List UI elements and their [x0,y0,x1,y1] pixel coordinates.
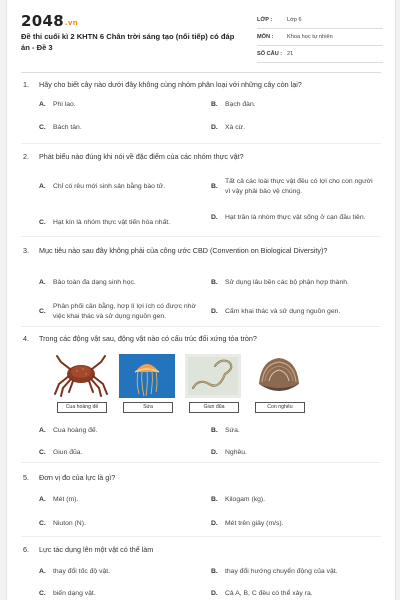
crab-photo [53,354,109,398]
option-letter: D. [211,214,218,221]
option-letter: A. [39,101,46,108]
option-a[interactable] [39,495,203,505]
option-letter: C. [39,520,46,527]
option-text: Mét trên giây (m/s). [225,520,284,527]
option-text: Hạt kín là nhóm thực vật tiến hóa nhất. [53,219,171,226]
roundworm-photo [185,354,241,398]
question-divider [21,326,381,327]
question-prompt: Đơn vị đo của lực là gì? [39,473,116,482]
option-letter: C. [39,307,46,315]
option-text: Cả A, B, C đều có thể xảy ra. [225,590,313,597]
question-divider [21,236,381,237]
option-a[interactable] [39,426,203,436]
option-letter: A. [39,427,46,434]
exam-page [6,0,396,600]
option-text: Chỉ có rêu mới sinh sản bằng bào tử. [53,183,166,190]
option-letter: D. [211,590,218,597]
option-c[interactable] [39,448,203,458]
meta-key: MÔN : [257,34,274,40]
option-text: Giun đũa. [53,449,83,456]
option-text: Phân phối cân bằng, hợp lí lợi ích có được nhờ việc khai thác và sử dụng nguồn gen. [53,303,196,320]
option-c[interactable] [39,123,203,133]
meta-row-class [257,12,383,29]
option-letter: A. [39,496,46,503]
option-letter: D. [211,520,218,527]
option-d[interactable] [211,123,375,133]
option-text: Tất cả các loài thực vật đều có lợi cho con người vì vậy phải bảo vệ chúng. [225,178,373,195]
option-text: Sử dụng lâu bền các bộ phận hợp thành. [225,279,349,286]
option-letter: C. [39,449,46,456]
option-letter: B. [211,496,218,503]
option-letter: A. [39,279,46,286]
question-5 [23,473,381,527]
option-text: thay đổi hướng chuyển động của vật. [225,568,338,575]
option-b[interactable] [211,495,375,505]
clam-photo [251,354,307,398]
option-letter: A. [39,183,46,190]
question-1 [23,80,381,131]
option-text: Mét (m). [53,496,79,503]
option-d[interactable] [211,213,375,223]
option-text: Nghêu. [225,449,247,456]
question-prompt: Lực tác dụng lên một vật có thể làm [39,545,154,554]
question-text [23,334,381,344]
question-text [23,80,381,90]
option-text: Bạch đàn. [225,101,256,108]
header-divider [21,72,381,73]
meta-key: SỐ CÂU : [257,51,283,57]
option-text: biến dạng vật. [53,590,96,597]
option-letter: B. [211,101,218,108]
question-number: 5. [23,473,29,482]
option-letter: B. [211,427,218,434]
meta-value: Lớp 6 [287,17,302,23]
option-letter: A. [39,568,46,575]
meta-value: 21 [287,51,294,57]
option-letter: D. [211,449,218,456]
question-divider [21,536,381,537]
question-divider [21,462,381,463]
question-images [53,354,313,420]
option-text: Hạt trần là nhóm thực vật sống ở cạn đầu tiên. [225,214,366,221]
question-number: 1. [23,80,29,89]
option-text: Xà cừ. [225,124,246,131]
option-a[interactable] [39,100,203,110]
option-letter: B. [211,568,218,575]
option-b[interactable] [211,100,375,110]
option-b[interactable] [211,278,375,288]
question-2 [23,152,381,226]
option-c[interactable] [39,302,203,321]
question-prompt: Phát biểu nào đúng khi nói về đặc điểm của các nhóm thực vật? [39,152,244,161]
option-d[interactable] [211,519,375,529]
logo-tld: .vn [64,19,79,27]
option-b[interactable] [211,426,375,436]
meta-value: Khoa học tự nhiên [287,34,333,40]
question-number: 6. [23,545,29,554]
question-prompt: Mục tiêu nào sau đây không phải của công ước CBD (Convention on Biological Diversity)? [39,246,328,255]
exam-meta [257,12,383,63]
question-prompt: Trong các động vật sau, động vật nào có cấu trúc đối xứng tỏa tròn? [39,334,257,343]
option-d[interactable] [211,307,375,317]
question-divider [21,143,381,144]
option-b[interactable] [211,567,375,577]
exam-title: Đề thi cuối kì 2 KHTN 6 Chân trời sáng tạo (nối tiếp) có đáp án - Đề 3 [21,32,235,52]
question-number: 2. [23,152,29,161]
question-4 [23,334,381,456]
option-text: Cấm khai thác và sử dụng nguồn gen. [225,308,341,315]
site-logo[interactable] [21,12,78,30]
meta-row-subject [257,29,383,46]
option-letter: B. [211,279,218,286]
option-text: Bách tán. [53,124,82,131]
option-c[interactable] [39,218,203,228]
question-prompt: Hãy cho biết cây nào dưới đây không cùng nhóm phân loại với những cây còn lại? [39,80,302,89]
option-text: Cua hoàng đế. [53,427,98,434]
option-b[interactable] [211,177,375,196]
option-a[interactable] [39,278,203,288]
image-caption: Giun đũa [189,402,239,413]
jellyfish-photo [119,354,175,398]
option-a[interactable] [39,182,203,192]
logo-brand: 2048 [21,12,64,30]
image-caption: Sứa [123,402,173,413]
option-text: Bảo toàn đa dạng sinh học. [53,279,136,286]
question-number: 3. [23,246,29,255]
option-d[interactable] [211,589,375,599]
image-caption: Cua hoàng đế [57,402,107,413]
option-text: Sứa. [225,427,240,434]
option-c[interactable] [39,589,203,599]
option-letter: C. [39,219,46,226]
option-d[interactable] [211,448,375,458]
option-text: Phi lao. [53,101,76,108]
option-letter: D. [211,124,218,131]
question-6 [23,545,381,597]
page-header [7,0,395,72]
option-letter: C. [39,124,46,131]
question-text [23,246,381,256]
option-text: Niuton (N). [53,520,86,527]
option-a[interactable] [39,567,203,577]
option-text: Kilogam (kg). [225,496,266,503]
option-letter: D. [211,308,218,315]
meta-key: LỚP : [257,17,273,23]
option-c[interactable] [39,519,203,529]
question-text [23,152,381,162]
question-number: 4. [23,334,29,343]
image-caption: Con nghêu [255,402,305,413]
option-letter: C. [39,590,46,597]
question-text [23,545,381,555]
option-text: thay đổi tốc độ vật. [53,568,111,575]
option-letter: B. [211,182,218,190]
meta-row-count [257,46,383,63]
question-text [23,473,381,483]
question-3 [23,246,381,320]
